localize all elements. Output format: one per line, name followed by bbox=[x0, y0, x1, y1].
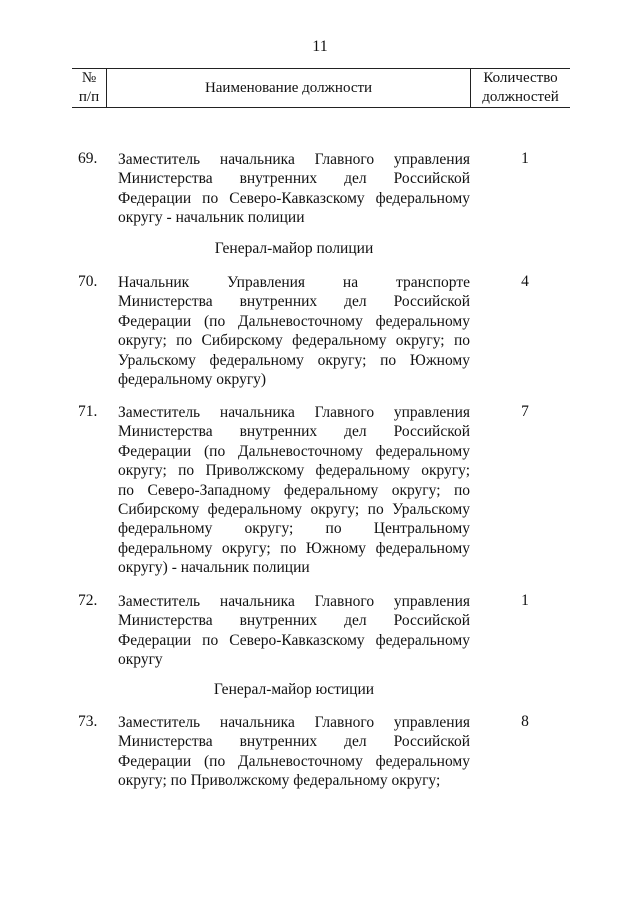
header-num-sublabel: п/п bbox=[78, 89, 100, 105]
entry-count: 8 bbox=[521, 713, 529, 730]
entry-count: 7 bbox=[521, 403, 529, 420]
page-number: 11 bbox=[312, 38, 328, 55]
entry-line: Федерации (по Дальневосточному федеральному bbox=[118, 312, 470, 330]
entry-line: федеральному округу) bbox=[118, 371, 267, 389]
entry-count: 1 bbox=[521, 150, 529, 167]
entry-line: Сибирскому федеральному округу; по Уральскому bbox=[118, 501, 470, 519]
header-count-sublabel: должностей bbox=[482, 89, 559, 105]
entry-line: округу; по Сибирскому федеральному округу; по bbox=[118, 332, 470, 350]
entry-text bbox=[118, 592, 470, 670]
entry-line: Федерации по Северо-Кавказскому федеральному bbox=[118, 631, 470, 649]
entry-text bbox=[118, 150, 470, 228]
header-num-cell bbox=[72, 69, 106, 107]
entry-line: Министерства внутренних дел Российской bbox=[118, 170, 470, 188]
table-header bbox=[72, 68, 570, 108]
entry-line: Заместитель начальника Главного управления bbox=[118, 593, 470, 610]
entry-text bbox=[118, 713, 470, 791]
header-name-label: Наименование должности bbox=[204, 79, 373, 96]
entry-line: федеральному округу; по Центральному bbox=[118, 520, 470, 538]
entry-line: Уральскому федеральному округу; по Южному bbox=[118, 351, 470, 369]
entry-line: Заместитель начальника Главного управления bbox=[118, 404, 470, 421]
entry-number: 70. bbox=[78, 273, 98, 290]
entry-count: 4 bbox=[521, 273, 529, 290]
header-count-label: Количество bbox=[483, 70, 558, 86]
entry-count: 1 bbox=[521, 592, 529, 609]
entry-number: 73. bbox=[78, 713, 98, 730]
entry-line: Начальник Управления на транспорте bbox=[118, 274, 470, 291]
entry-line: округу - начальник полиции bbox=[118, 209, 305, 227]
entry-line: Заместитель начальника Главного управления bbox=[118, 151, 470, 168]
entry-line: Заместитель начальника Главного управления bbox=[118, 714, 470, 731]
entry-number: 69. bbox=[78, 150, 98, 167]
entry-line: округу bbox=[118, 651, 163, 669]
entry-line: Министерства внутренних дел Российской bbox=[118, 733, 470, 751]
rank-heading: Генерал-майор юстиции bbox=[213, 681, 375, 698]
rank-heading: Генерал-майор полиции bbox=[214, 240, 374, 257]
entry-number: 71. bbox=[78, 403, 98, 420]
header-count-cell bbox=[471, 69, 570, 107]
entry-line: Федерации (по Дальневосточному федеральному bbox=[118, 442, 470, 460]
header-num-label: № bbox=[81, 70, 97, 86]
entry-line: Министерства внутренних дел Российской bbox=[118, 612, 470, 630]
entry-line: Министерства внутренних дел Российской bbox=[118, 293, 470, 311]
entry-line: Федерации (по Дальневосточному федеральному bbox=[118, 752, 470, 770]
entry-line: Федерации по Северо-Кавказскому федеральному bbox=[118, 189, 470, 207]
entry-line: округу; по Приволжскому федеральному округу; bbox=[118, 462, 470, 480]
entry-line: округу; по Приволжскому федеральному округу; bbox=[118, 772, 441, 790]
entry-text bbox=[118, 273, 470, 389]
header-name-cell bbox=[107, 69, 470, 107]
entry-line: федеральному округу; по Южному федеральному bbox=[118, 539, 470, 557]
entry-number: 72. bbox=[78, 592, 98, 609]
entry-line: Министерства внутренних дел Российской bbox=[118, 423, 470, 441]
entry-line: округу) - начальник полиции bbox=[118, 559, 310, 577]
entry-line: по Северо-Западному федеральному округу; по bbox=[118, 481, 470, 499]
entry-text bbox=[118, 403, 470, 578]
